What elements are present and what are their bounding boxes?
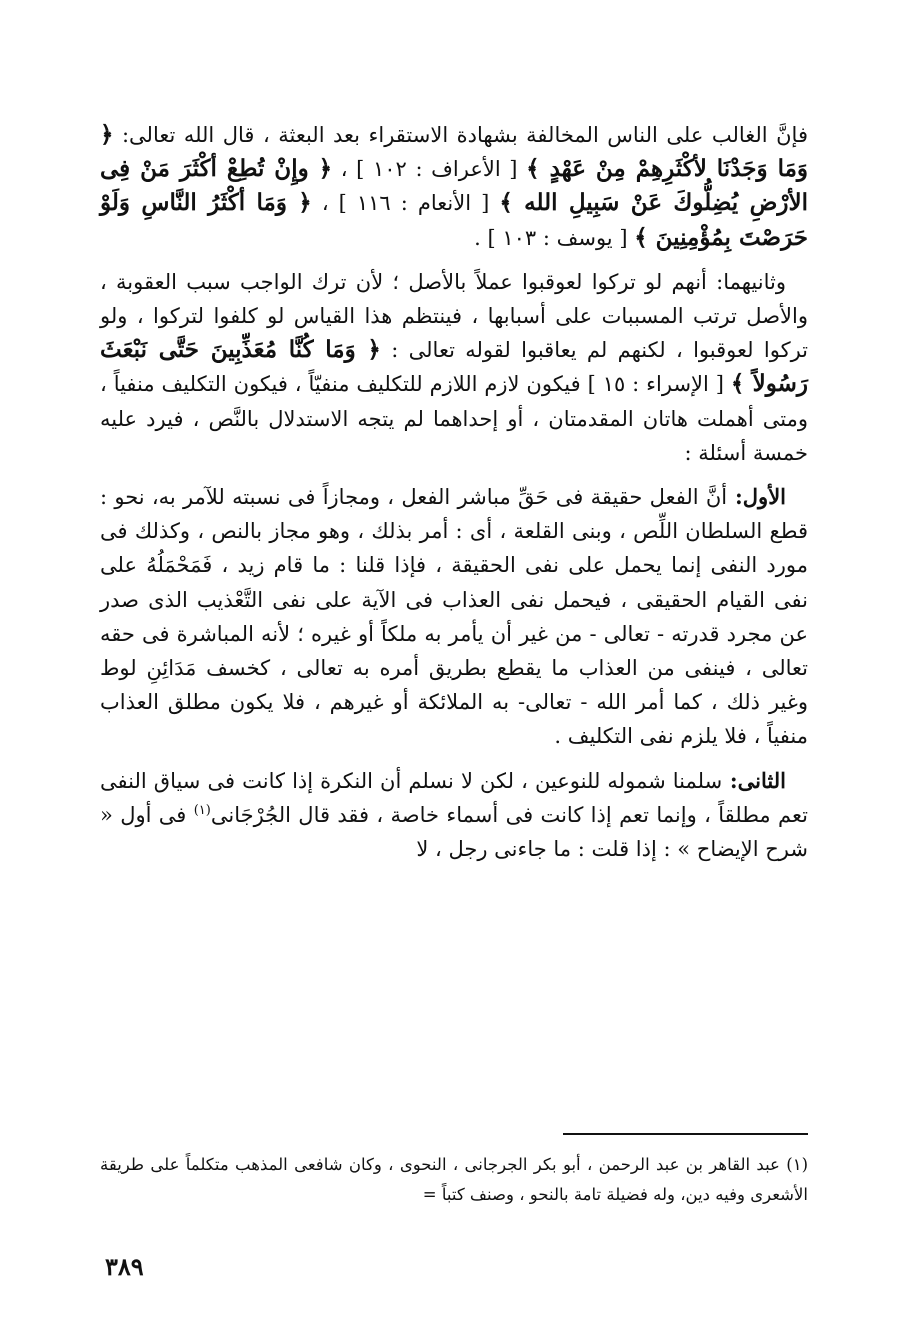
verse-citation: [ الأنعام : ١١٦ ] ، [311,191,500,216]
text-run: وثانيهما: أنهم لو تركوا لعوقبوا عملاً بالأصل ؛ لأن ترك الواجب سبب العقوبة ، والأصل ترتب المسببات على أسبابها ، فينتظم هذا القياس لو كلفوا لتركوا ، ولو تركوا لعوقبوا ، لكنهم لم يعاقبوا لقوله تعالى : [100,269,808,363]
text-run: سلمنا شموله للنوعين ، لكن لا نسلم أن النكرة إذا كانت فى سياق النفى تعم مطلقاً ، وإنما تعم إذا كانت فى أسماء خاصة ، فقد قال الجُرْجَانى [100,768,808,827]
verse-citation: [ الأعراف : ١٠٢ ] ، [332,157,527,182]
section-lead: الثانى: [722,767,786,793]
text-run: أنَّ الفعل حقيقة فى حَقِّ مباشر الفعل ، ومجازاً فى نسبته للآمر به، نحو : قطع السلطان اللِّص ، وبنى القلعة ، أى : أمر بذلك ، وهو مجاز بالنص ، وكذلك فى مورد النفى إنما يحمل على نفى الحقيقة ، فإذا قلنا : ما قام زيد ، فَمَحْمَلُهُ على نفى القيام الحقيقى ، فيحمل نفى العذاب فى الآية على نفى التَّعْذيب الذى صدر عن مجرد قدرته - تعالى - من غير أن يأمر به ملكاً أو غيره ؛ لأنه المباشرة فى حقه تعالى ، فينفى من العذاب ما يقطع بطريق أمره به تعالى ، كخسف مَدَائِنِ لوط وغير ذلك ، كما أمر الله - تعالى- به الملائكة أو غيرهم ، فلا يكون مطلق العذاب منفياً ، فلا يلزم نفى التكليف . [100,485,808,749]
section-lead: الأول: [727,484,787,510]
paragraph-4 [100,764,808,867]
footnote-separator [563,1133,808,1135]
quran-verse: ﴿ وإِنْ تُطِعْ أكْثَرَ مَنْ فِى الأرْضِ يُضِلُّوكَ عَنْ سَبِيلِ الله ﴾ [100,155,808,217]
body-text [100,118,808,876]
verse-citation: [ يوسف : ١٠٣ ] . [474,225,635,250]
quran-verse: ﴿ وَمَا كُنَّا مُعَذِّبِينَ حَتَّى نَبْعَثَ رَسُولاً ﴾ [100,336,808,398]
paragraph-1 [100,118,808,255]
text-run: [ الإسراء : ١٥ ] فيكون لازم اللازم للتكليف منفيّاً ، فيكون التكليف منفياً ، ومتى أهملت هاتان المقدمتان ، أو إحداهما لم يتجه الاستدلال بالنَّص ، فيرد عليه خمسة أسئلة : [100,372,808,465]
text-run: فإنَّ الغالب على الناس المخالفة بشهادة الاستقراء بعد البعثة ، قال الله تعالى: [113,123,808,147]
quran-verse: ﴿ وَمَا وَجَدْنَا لأكْثَرِهِمْ مِنْ عَهْدٍ ﴾ [100,121,809,183]
page-number: ٣٨٩ [105,1252,144,1281]
paragraph-2 [100,265,808,470]
footnote: (١) عبد القاهر بن عبد الرحمن ، أبو بكر الجرجانى ، النحوى ، وكان شافعى المذهب متكلماً على طريقة الأشعرى وفيه دين، وله فضيلة تامة بالنحو ، وصنف كتباً = [100,1155,808,1204]
footnote-marker: (١) [193,802,211,818]
quran-verse: ﴿ وَمَا أكْثَرُ النَّاسِ وَلَوْ حَرَصْتَ بِمُؤْمِنِينَ ﴾ [100,189,808,251]
text-run: فى أول « شرح الإيضاح » : إذا قلت : ما جاءنى رجل ، لا [100,802,808,862]
paragraph-3 [100,480,808,754]
